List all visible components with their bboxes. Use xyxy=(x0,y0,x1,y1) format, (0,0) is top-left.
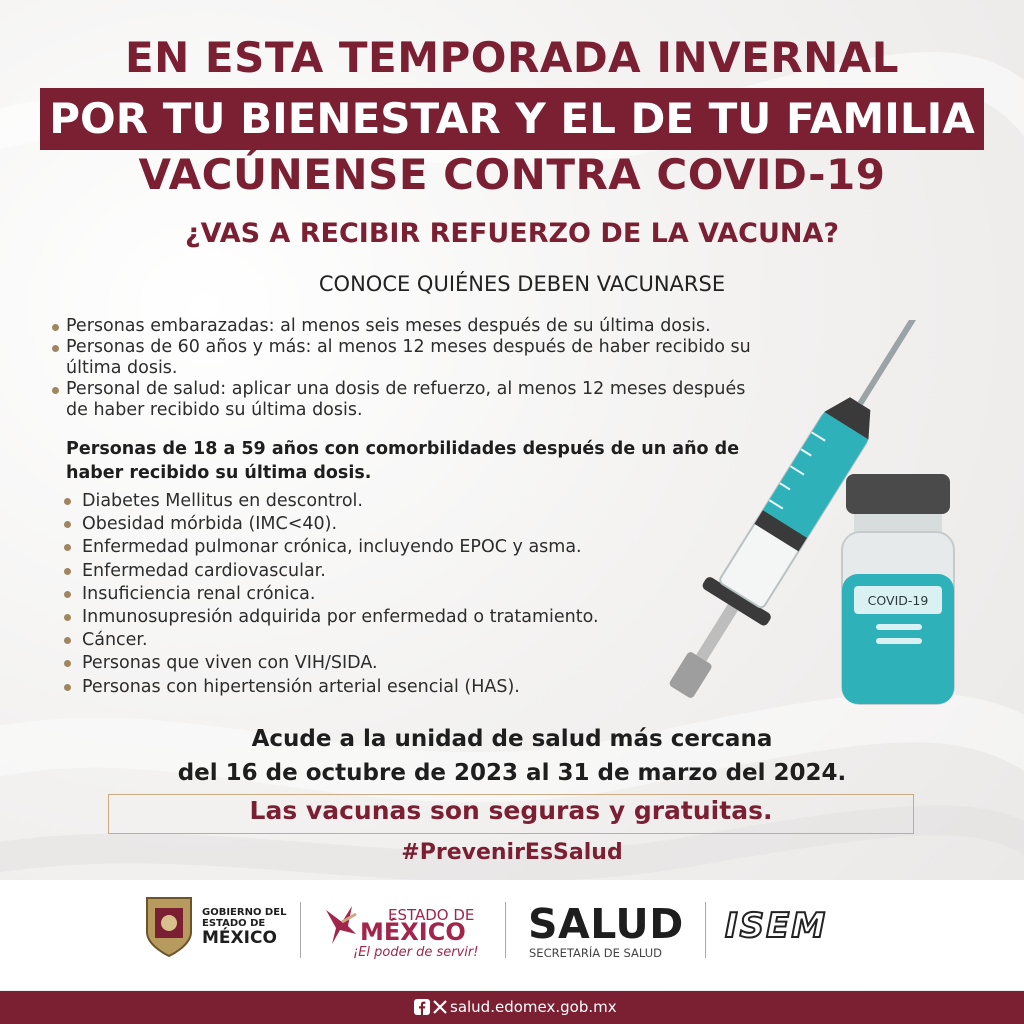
gobierno-logo-text: GOBIERNO DEL ESTADO DE MÉXICO xyxy=(202,907,287,948)
question-heading: ¿VAS A RECIBIR REFUERZO DE LA VACUNA? xyxy=(184,218,840,249)
call-to-action xyxy=(0,722,1024,790)
list-item: Personas embarazadas: al menos seis meses después de su última dosis. xyxy=(52,316,752,337)
salud-logo-main: SALUD xyxy=(528,900,684,948)
syringe-plunger-rod xyxy=(696,604,738,661)
list-item: Personal de salud: aplicar una dosis de refuerzo, al menos 12 meses después de haber recibido su última dosis. xyxy=(52,379,752,421)
list-item: Obesidad mórbida (IMC<40). xyxy=(64,513,714,536)
divider xyxy=(300,902,301,958)
list-item: Personas de 60 años y más: al menos 12 meses después de haber recibido su última dosis. xyxy=(52,337,752,379)
subtitle: CONOCE QUIÉNES DEBEN VACUNARSE xyxy=(318,272,726,296)
list-item: Personas con hipertensión arterial esencial (HAS). xyxy=(64,676,714,699)
facebook-icon[interactable] xyxy=(414,999,430,1015)
list-item: Personas que viven con VIH/SIDA. xyxy=(64,652,714,675)
list-item: Diabetes Mellitus en descontrol. xyxy=(64,490,714,513)
list-item: Enfermedad pulmonar crónica, incluyendo EPOC y asma. xyxy=(64,536,714,559)
state-coat-of-arms-icon xyxy=(143,894,195,958)
list-item: Enfermedad cardiovascular. xyxy=(64,560,714,583)
estado-logo-slogan: ¡El poder de servir! xyxy=(353,945,479,960)
header-line-2: POR TU BIENESTAR Y EL DE TU FAMILIA xyxy=(49,94,975,143)
list-item: Inmunosupresión adquirida por enfermedad o tratamiento. xyxy=(64,606,714,629)
salud-logo-sub: SECRETARÍA DE SALUD xyxy=(529,946,663,960)
list-item: Insuficiencia renal crónica. xyxy=(64,583,714,606)
safety-note: Las vacunas son seguras y gratuitas. xyxy=(249,796,773,825)
call-to-action-line-1: Acude a la unidad de salud más cercana xyxy=(251,726,773,752)
hashtag: #PrevenirEsSalud xyxy=(401,840,623,865)
estado-logo-top: ESTADO DE xyxy=(388,906,475,924)
divider xyxy=(705,902,706,958)
isem-logo: ISEM xyxy=(725,906,828,946)
estado-logo-main: MÉXICO xyxy=(360,918,466,946)
comorbidity-heading: Personas de 18 a 59 años con comorbilidades después de un año de haber recibido su última dosis. xyxy=(66,439,740,483)
footer-url[interactable]: salud.edomex.gob.mx xyxy=(450,998,617,1016)
vial-illustration xyxy=(836,474,960,706)
header-line-1: EN ESTA TEMPORADA INVERNAL xyxy=(124,33,900,82)
divider xyxy=(505,902,506,958)
comorbidity-list xyxy=(64,490,714,699)
call-to-action-line-2: del 16 de octubre de 2023 al 31 de marzo del 2024. xyxy=(177,760,847,786)
syringe-needle xyxy=(858,320,930,405)
vial-cap xyxy=(846,474,950,514)
vial-label-text: COVID-19 xyxy=(867,593,929,608)
header-line-3: VACÚNENSE CONTRA COVID-19 xyxy=(138,150,886,199)
x-twitter-icon[interactable] xyxy=(432,999,448,1015)
hummingbird-icon xyxy=(322,900,358,948)
list-item: Cáncer. xyxy=(64,629,714,652)
